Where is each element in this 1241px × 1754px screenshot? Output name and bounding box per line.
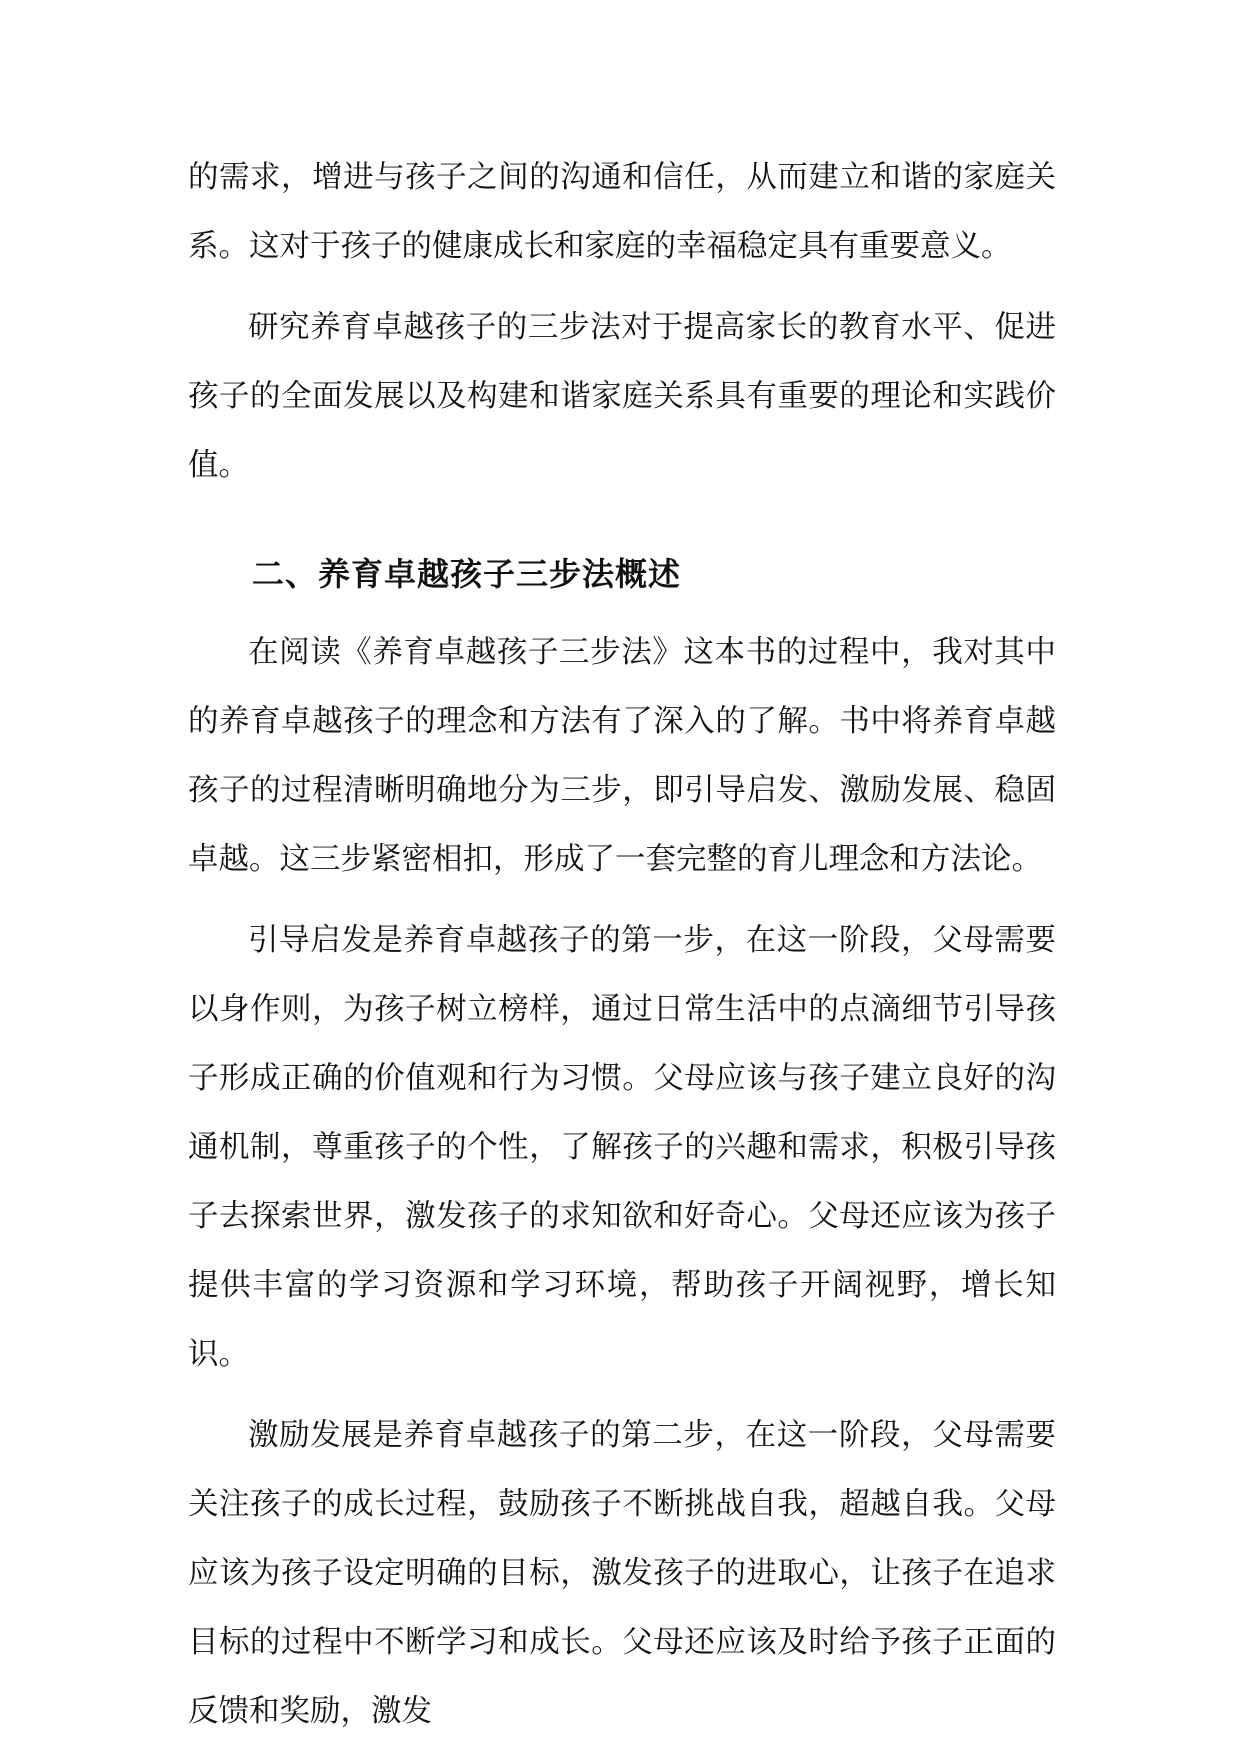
paragraph-step-two: 激励发展是养育卓越孩子的第二步，在这一阶段，父母需要关注孩子的成长过程，鼓励孩子不断挑战自我，超越自我。父母应该为孩子设定明确的目标，激发孩子的进取心，让孩子在追求目标的过程中不断学习和成长。父母还应该及时给予孩子正面的反馈和奖励，激发 — [188, 1418, 1056, 1729]
paragraph-research-value: 研究养育卓越孩子的三步法对于提高家长的教育水平、促进孩子的全面发展以及构建和谐家庭关系具有重要的理论和实践价值。 — [188, 310, 1056, 483]
section-heading: 二、养育卓越孩子三步法概述 — [252, 555, 682, 593]
paragraph-book-overview: 在阅读《养育卓越孩子三步法》这本书的过程中，我对其中的养育卓越孩子的理念和方法有了深入的了解。书中将养育卓越孩子的过程清晰明确地分为三步，即引导启发、激励发展、稳固卓越。这三步紧密相扣，形成了一套完整的育儿理念和方法论。 — [188, 635, 1056, 877]
document-body — [188, 143, 1056, 1746]
paragraph-step-one: 引导启发是养育卓越孩子的第一步，在这一阶段，父母需要以身作则，为孩子树立榜样，通过日常生活中的点滴细节引导孩子形成正确的价值观和行为习惯。父母应该与孩子建立良好的沟通机制，尊重孩子的个性，了解孩子的兴趣和需求，积极引导孩子去探索世界，激发孩子的求知欲和好奇心。父母还应该为孩子提供丰富的学习资源和学习环境，帮助孩子开阔视野，增长知识。 — [188, 923, 1056, 1372]
paragraph-continued: 的需求，增进与孩子之间的沟通和信任，从而建立和谐的家庭关系。这对于孩子的健康成长和家庭的幸福稳定具有重要意义。 — [188, 160, 1056, 264]
